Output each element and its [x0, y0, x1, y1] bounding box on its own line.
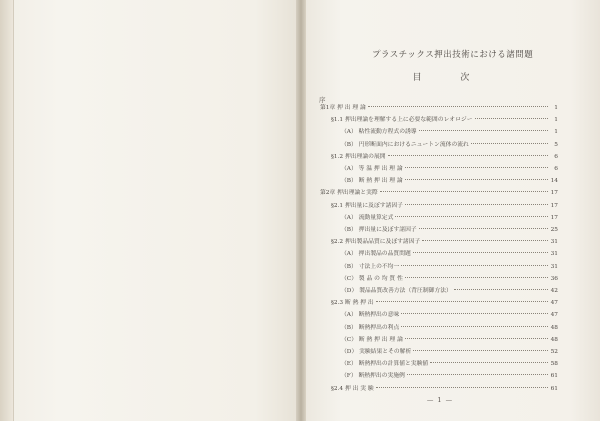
page-number: — 1 —: [426, 396, 454, 404]
toc-entry-page: 17: [550, 190, 558, 197]
toc-entry: [320, 189, 558, 197]
toc-entry-page: 5: [554, 141, 558, 148]
toc-entry-title: （A） 断熱押出の意味: [341, 312, 400, 319]
toc-entry-title: （E） 断熱押出の計算値と実験値: [341, 361, 429, 368]
toc-entry-page: 48: [550, 336, 558, 343]
toc-leader-dots: [405, 179, 548, 180]
toc-leader-dots: [405, 277, 548, 278]
toc-entry-page: 17: [550, 214, 558, 221]
toc-entry: [341, 214, 558, 222]
toc-leader-dots: [401, 313, 548, 314]
toc-entry-title: 第1章 押 出 理 論: [320, 105, 366, 111]
toc-leader-dots: [471, 143, 548, 144]
toc-leader-dots: [413, 350, 548, 351]
toc-entry: [341, 141, 558, 149]
toc-entry-title: （C） 製 品 の 均 質 性: [341, 275, 403, 282]
toc-entry-page: 42: [550, 288, 558, 294]
toc-entry-title: （A） 押出製品の品質問題: [341, 251, 411, 258]
toc-leader-dots: [422, 240, 548, 241]
toc-entry-page: 1: [554, 105, 558, 111]
toc-entry-title: （A） 流動量算定式: [341, 214, 394, 221]
toc-leader-dots: [413, 252, 548, 253]
toc-entry-page: 17: [550, 202, 558, 209]
toc-entry-title: （A） 等 温 押 出 理 論: [341, 166, 403, 172]
toc-leader-dots: [388, 155, 548, 156]
toc-entry-title: （F） 断熱押出の実施例: [341, 373, 405, 380]
toc-entry-page: 25: [550, 227, 558, 233]
toc-leader-dots: [419, 130, 548, 131]
toc-leader-dots: [405, 167, 548, 168]
toc-entry-title: （D） 製品品質改善方法（背圧制御方法）: [341, 288, 452, 294]
toc-entry-page: 31: [550, 251, 558, 258]
toc-entry-title: §2.3 断 熱 押 出: [331, 300, 374, 307]
toc-entry-page: 48: [550, 324, 558, 331]
toc-leader-dots: [405, 204, 548, 205]
toc-entry: [341, 165, 558, 173]
toc-entry: [341, 336, 558, 344]
toc-entry-page: 14: [550, 178, 558, 185]
toc-entry: [341, 287, 558, 295]
toc-entry-page: 6: [554, 153, 558, 160]
toc-leader-dots: [376, 301, 548, 302]
toc-entry: [331, 385, 558, 393]
toc-entry: [341, 275, 558, 283]
toc-entry-title: （B） 寸法上の不均一: [341, 263, 400, 270]
toc-leader-dots: [475, 118, 549, 119]
toc-heading: 目 次: [412, 73, 488, 83]
toc-entry-title: §1.1 押出理論を理解する上に必要な範囲のレオロジー: [331, 117, 473, 124]
toc-entry-page: 47: [550, 312, 558, 319]
toc-entry-page: 31: [550, 239, 558, 246]
toc-leader-dots: [454, 289, 548, 290]
toc-entry: [341, 250, 558, 258]
toc-leader-dots: [401, 265, 548, 266]
book-title: プラスチックス押出技術における諸問題: [372, 50, 534, 60]
toc-entry: [331, 299, 558, 307]
toc-entry: [331, 116, 558, 124]
toc-entry-page: 47: [550, 300, 558, 307]
toc-entry-title: （B） 断熱押出の利点: [341, 324, 400, 331]
toc-entry-page: 61: [550, 373, 558, 380]
toc-entry-page: 58: [550, 361, 558, 368]
toc-entry: [341, 311, 558, 319]
toc-entry: [341, 263, 558, 271]
toc-leader-dots: [395, 216, 548, 217]
toc-leader-dots: [401, 326, 548, 327]
toc-entry-page: 61: [550, 385, 558, 392]
toc-entry-page: 36: [550, 275, 558, 282]
toc-entry-page: 1: [554, 129, 558, 136]
toc-entry-page: 52: [550, 349, 558, 355]
toc-leader-dots: [380, 191, 548, 192]
toc-entry: [341, 226, 558, 234]
toc-leader-dots: [419, 228, 548, 229]
toc-leader-dots: [405, 338, 548, 339]
toc-entry: [341, 128, 558, 136]
toc-entry: [331, 202, 558, 210]
toc-entry: [341, 360, 558, 368]
toc-entry-title: （B） 断 熱 押 出 理 論: [341, 178, 403, 185]
toc-leader-dots: [376, 387, 548, 388]
toc-entry-title: （B） 円形断面内におけるニュートン流体の流れ: [341, 141, 469, 148]
toc-entry-title: 第2章 押出理論と実際: [320, 190, 378, 197]
toc-entry-title: §2.1 押出量に及ぼす諸因子: [331, 202, 403, 209]
toc-entry-title: §2.4 押 出 実 験: [331, 385, 374, 392]
toc-entry-title: （D） 実験結果とその解析: [341, 349, 412, 355]
toc-entry-title: （C） 断 熱 押 出 理 論: [341, 336, 403, 343]
toc-entry: [341, 348, 558, 356]
toc-entry-title: （B） 押出量に及ぼす諸因子: [341, 227, 417, 233]
toc-entry: [341, 372, 558, 380]
toc-leader-dots: [430, 362, 548, 363]
toc-leader-dots: [368, 106, 548, 107]
toc-entry-page: 1: [554, 117, 558, 124]
toc-entry-title: §1.2 押出理論の展開: [331, 153, 386, 160]
book-gutter: [296, 0, 306, 421]
toc-entry-title: §2.2 押出製品品質に及ぼす諸因子: [331, 239, 421, 246]
toc-entry: [331, 153, 558, 161]
toc-entry-page: 31: [550, 263, 558, 270]
toc-entry: [320, 104, 558, 112]
toc-preface: 序: [319, 96, 326, 104]
right-page: [306, 0, 600, 421]
toc-entry-title: （A） 粘性流動方程式の誘導: [341, 129, 417, 136]
toc-entry-page: 6: [554, 166, 558, 172]
toc-leader-dots: [407, 374, 548, 375]
toc-entry: [331, 238, 558, 246]
toc-entry: [341, 324, 558, 332]
left-page-edge: [0, 0, 14, 421]
toc-entry: [341, 177, 558, 185]
